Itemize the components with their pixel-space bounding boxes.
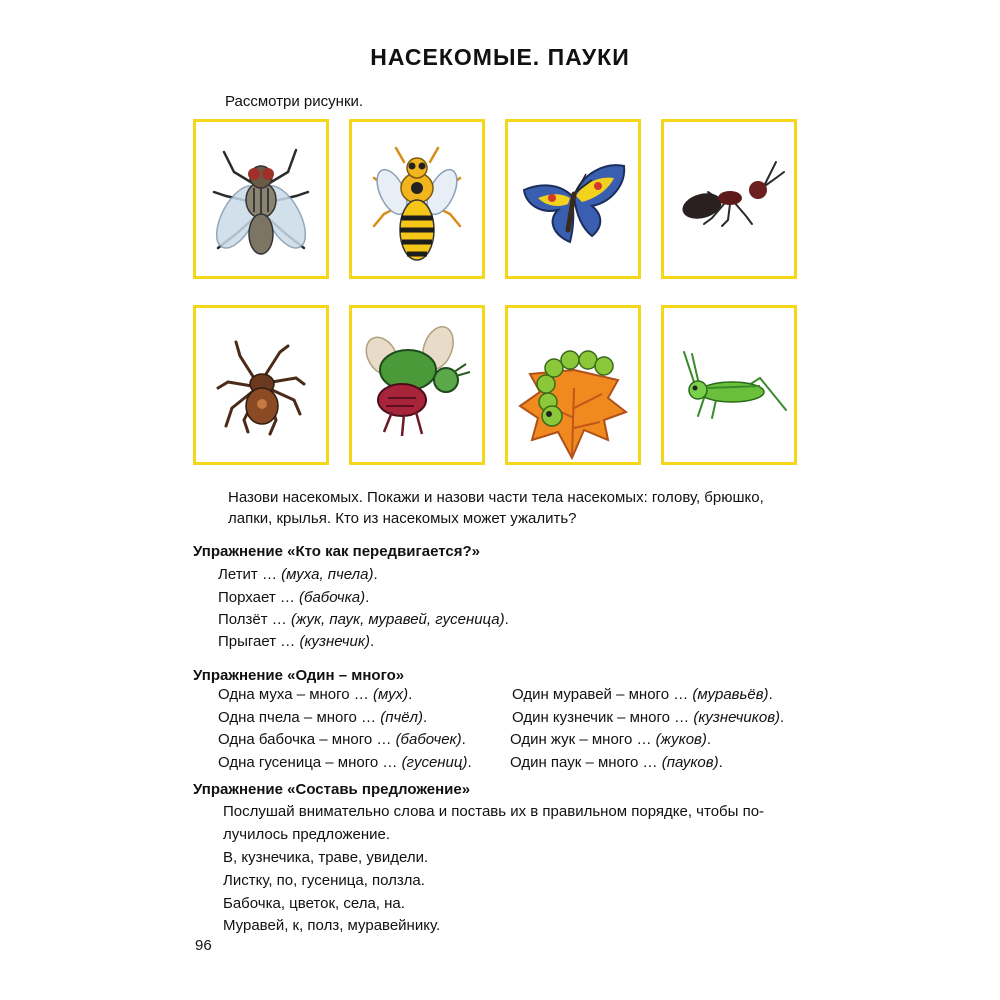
exercise-2-right-line: Один кузнечик – много … (кузнечиков). xyxy=(512,709,785,726)
exercise-1-line: Летит … (муха, пчела). xyxy=(218,566,378,583)
exercise-3-intro-line-1: Послушай внимательно слова и поставь их в правильном порядке, чтобы по- xyxy=(223,803,765,820)
picture-card-bee xyxy=(349,119,485,279)
exercise-2-right-line: Один паук – много … (пауков). xyxy=(510,754,723,771)
exercise-3-sentence: Листку, по, гусеница, ползла. xyxy=(223,872,425,889)
exercise-2-left-line: Одна бабочка – много … (бабочек). xyxy=(218,731,466,748)
questions-line-1: Назови насекомых. Покажи и назови части тела насекомых: голову, брюшко, xyxy=(228,489,764,506)
beetle-icon xyxy=(352,308,482,462)
questions-line-2: лапки, крылья. Кто из насекомых может ужалить? xyxy=(228,510,577,527)
picture-card-spider xyxy=(193,305,329,465)
instruction-text: Рассмотри рисунки. xyxy=(225,93,364,110)
butterfly-icon xyxy=(508,122,638,276)
exercise-1-heading: Упражнение «Кто как передвигается?» xyxy=(193,543,481,560)
exercise-1-line: Ползёт … (жук, паук, муравей, гусеница). xyxy=(218,611,509,628)
grasshopper-icon xyxy=(664,308,794,462)
exercise-2-right-line: Один жук – много … (жуков). xyxy=(510,731,712,748)
exercise-3-sentence: Бабочка, цветок, села, на. xyxy=(223,895,405,912)
page-title: НАСЕКОМЫЕ. ПАУКИ xyxy=(370,44,630,70)
caterpillar-icon xyxy=(508,308,638,462)
exercise-3-sentence: В, кузнечика, траве, увидели. xyxy=(223,849,429,866)
questions-paragraph xyxy=(228,487,828,529)
picture-card-grasshopper xyxy=(661,305,797,465)
exercise-1-line: Порхает … (бабочка). xyxy=(218,589,370,606)
exercise-2-right-line: Один муравей – много … (муравьёв). xyxy=(512,686,773,703)
exercise-3-intro-line-2: лучилось предложение. xyxy=(223,826,391,843)
picture-card-caterpillar xyxy=(505,305,641,465)
spider-icon xyxy=(196,308,326,462)
exercise-3-heading: Упражнение «Составь предложение» xyxy=(193,781,471,798)
exercise-2-heading: Упражнение «Один – много» xyxy=(193,667,405,684)
bee-icon xyxy=(352,122,482,276)
fly-icon xyxy=(196,122,326,276)
ant-icon xyxy=(664,122,794,276)
picture-card-fly xyxy=(193,119,329,279)
picture-card-beetle xyxy=(349,305,485,465)
exercise-1-line: Прыгает … (кузнечик). xyxy=(218,633,375,650)
exercise-2-left-line: Одна пчела – много … (пчёл). xyxy=(218,709,428,726)
page-number: 96 xyxy=(195,937,212,954)
picture-card-butterfly xyxy=(505,119,641,279)
exercise-2-left-line: Одна муха – много … (мух). xyxy=(218,686,413,703)
exercise-2-left-line: Одна гусеница – много … (гусениц). xyxy=(218,754,472,771)
exercise-3-sentence: Муравей, к, полз, муравейнику. xyxy=(223,917,441,934)
picture-card-ant xyxy=(661,119,797,279)
